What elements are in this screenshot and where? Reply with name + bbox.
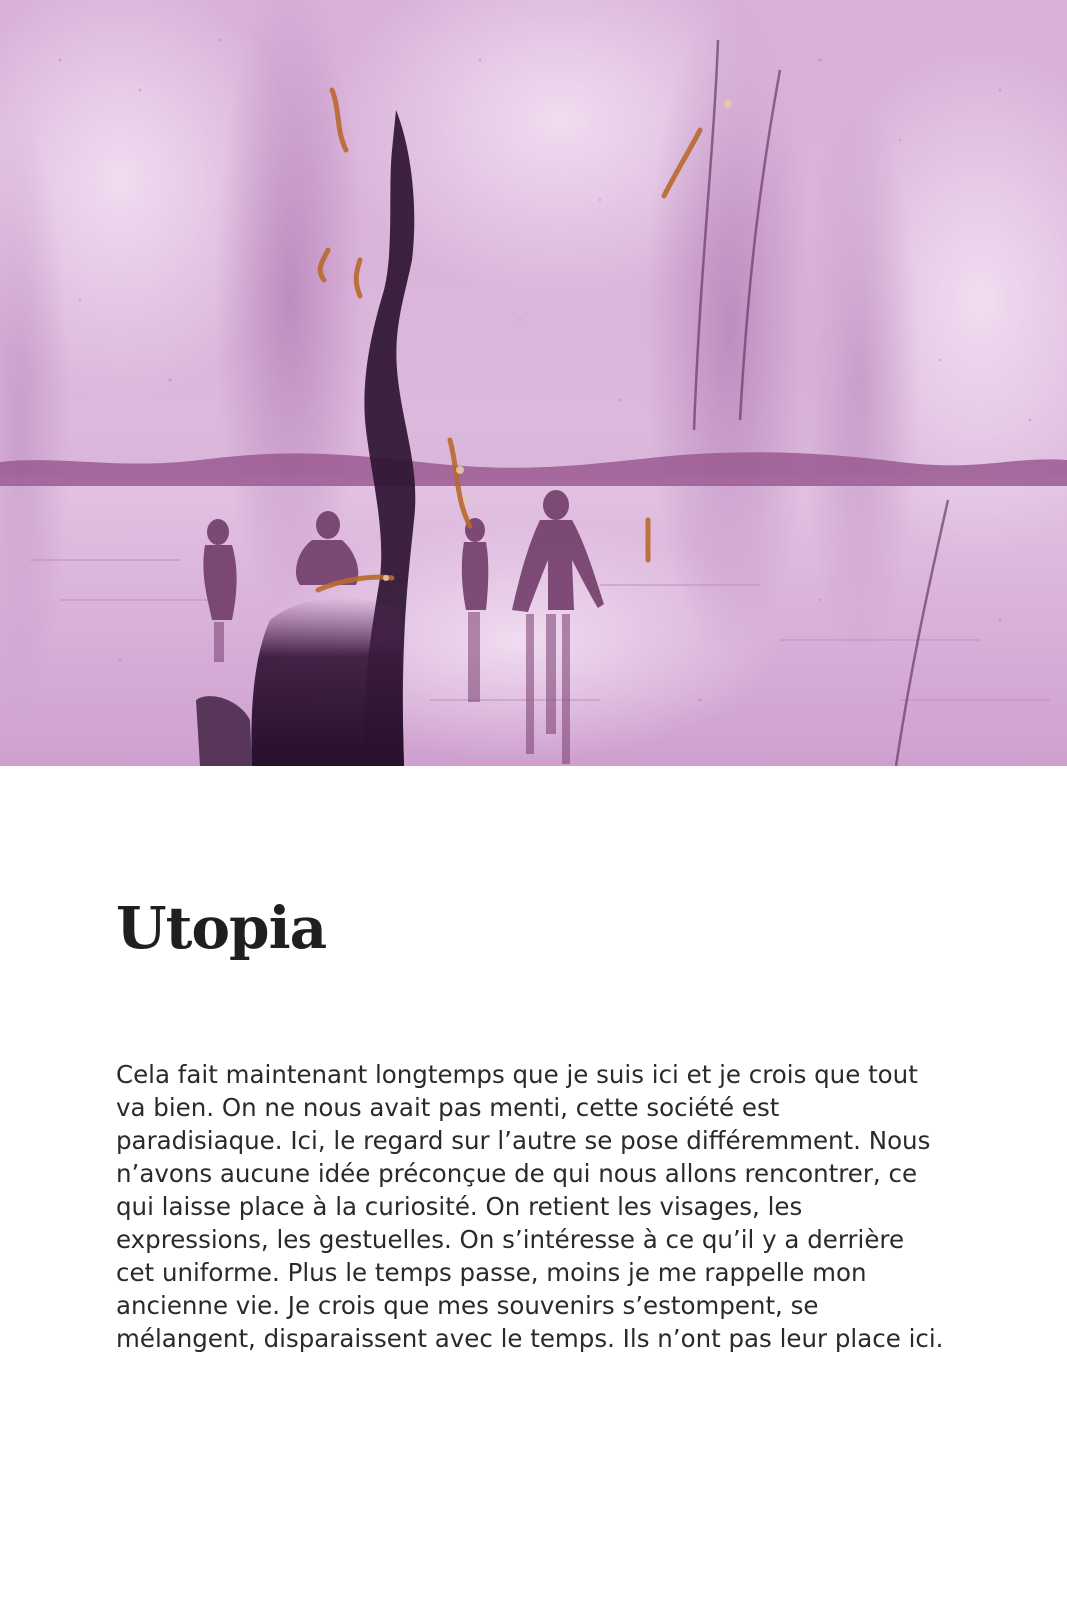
hero-photograph [0, 0, 1067, 766]
article-body: Cela fait maintenant longtemps que je suis ici et je crois que tout va bien. On ne nous avait pas menti, cette société est paradisiaque. Ici, le regard sur l’autre se pose différemment. Nous n’avons aucune idée préconçue de qui nous allons rencontrer, ce qui laisse place à la curiosité. On retient les visages, les expressions, les gestuelles. On s’intéresse à ce qu’il y a derrière cet uniforme. Plus le temps passe, moins je me rappelle mon ancienne vie. Je crois que mes souvenirs s’estompent, se mélangent, disparaissent avec le temps. Ils n’ont pas leur place ici. [116, 1060, 944, 1353]
page-title: Utopia [116, 894, 327, 962]
hero-photograph-art [0, 0, 1067, 766]
